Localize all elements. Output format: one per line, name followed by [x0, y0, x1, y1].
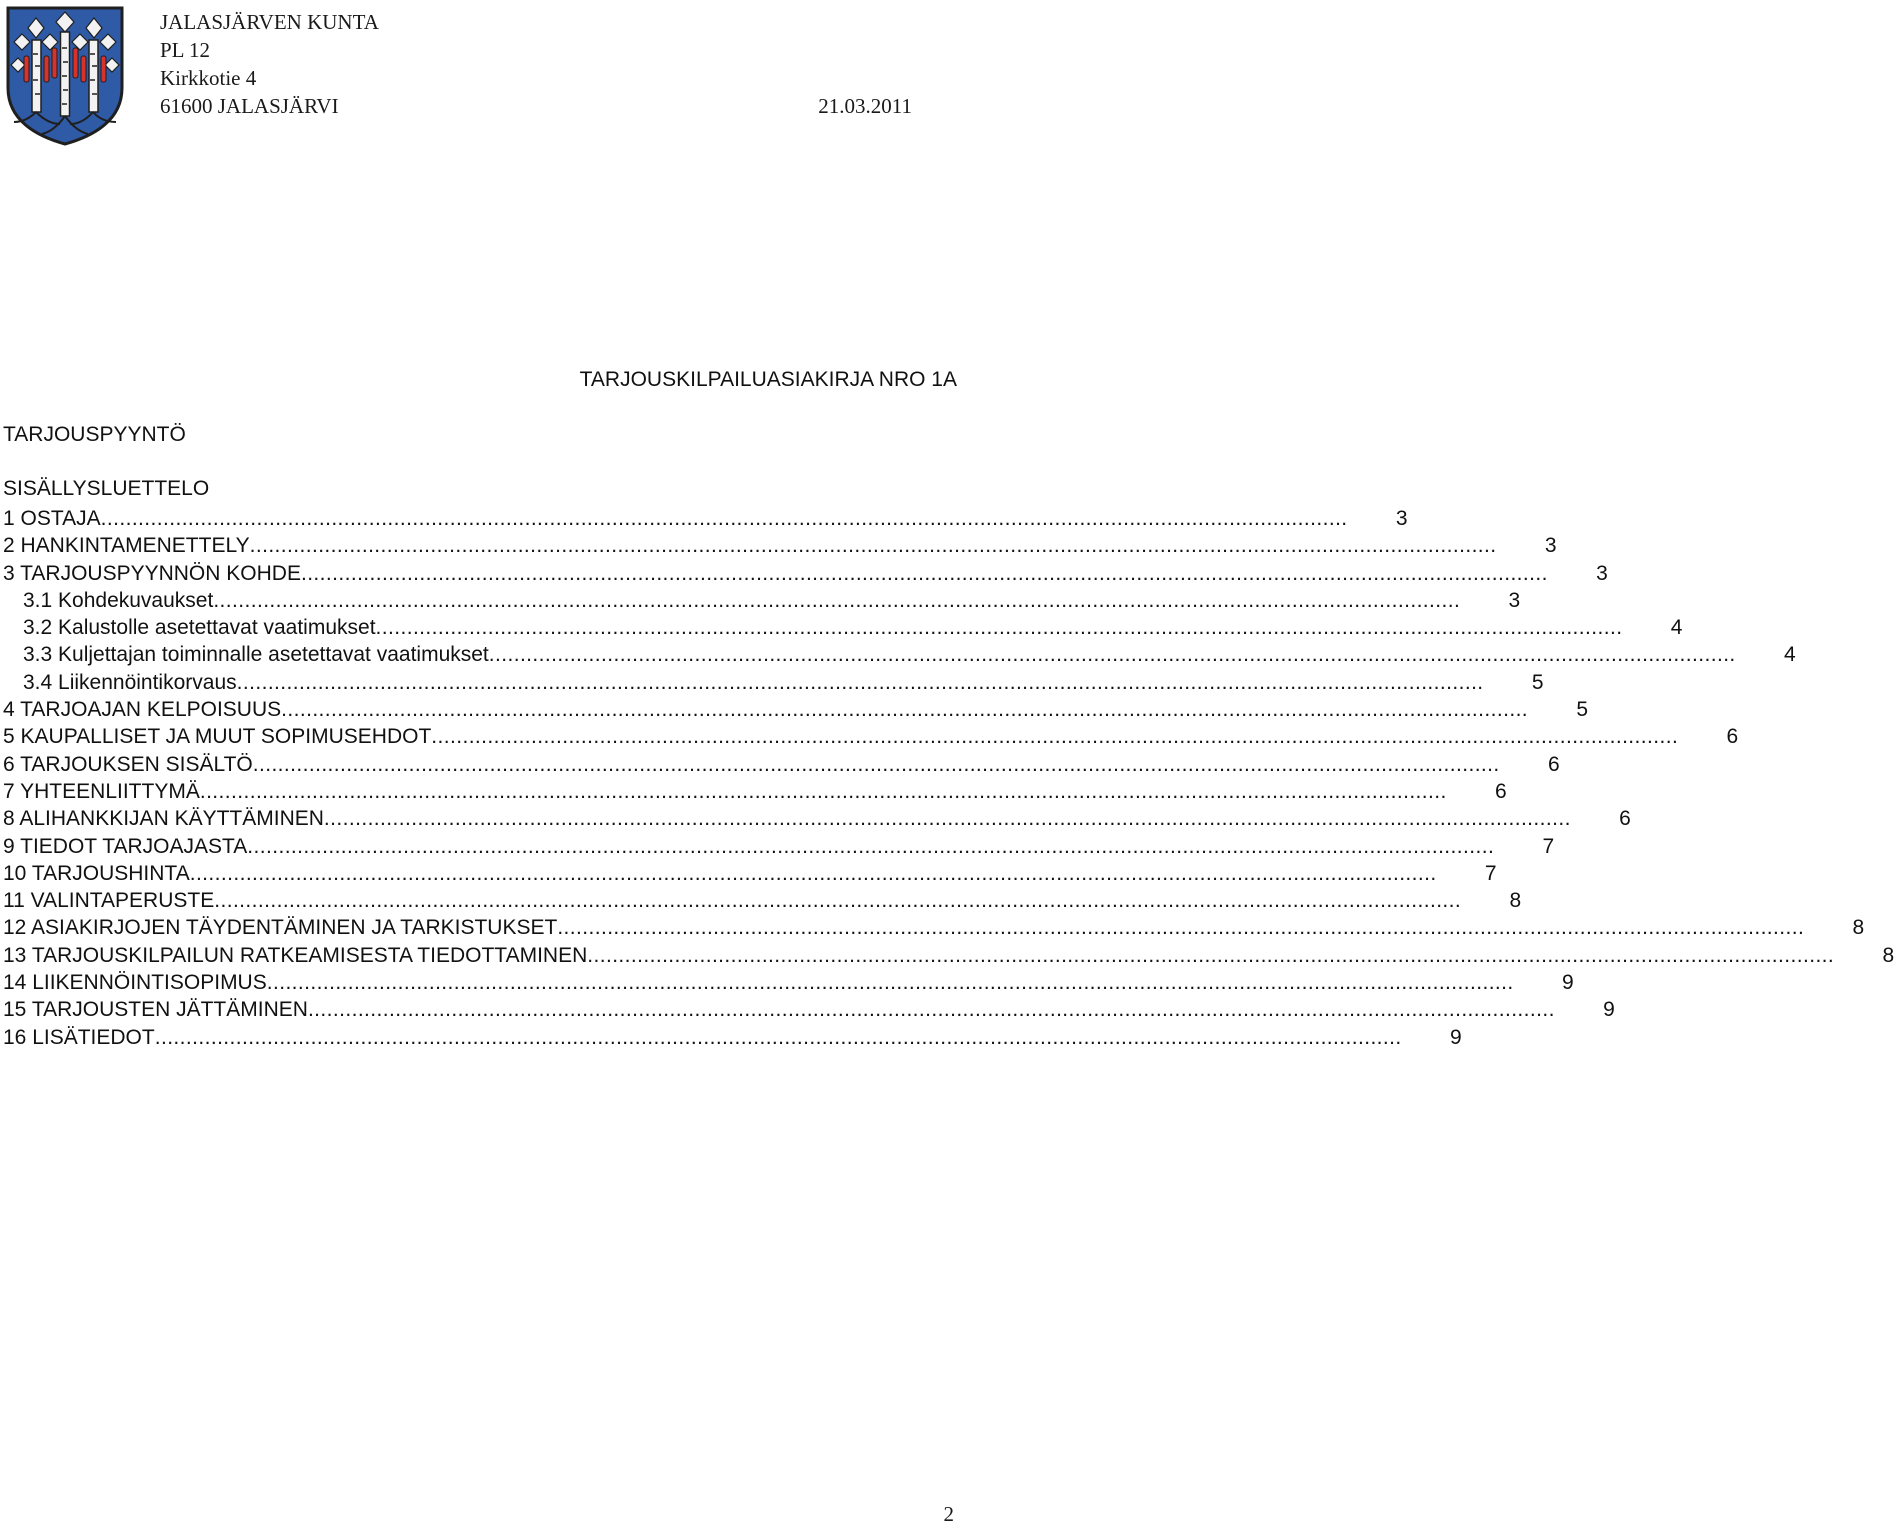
- toc-leader-dots: ........................................................................................................................................................................................................: [266, 971, 1514, 995]
- toc-entry[interactable]: [3, 505, 1408, 532]
- toc-page-number: 4: [1783, 643, 1796, 667]
- toc-entry[interactable]: [3, 641, 1796, 668]
- toc-entry[interactable]: [3, 614, 1683, 641]
- toc-entry[interactable]: [3, 560, 1608, 587]
- postal-address: 61600 JALASJÄRVI: [160, 94, 339, 118]
- toc-leader-dots: ........................................................................................................................................................................................................: [100, 507, 1348, 530]
- toc-entry[interactable]: [3, 532, 1557, 559]
- toc-entry-label: 16 LISÄTIEDOT: [3, 1025, 155, 1049]
- toc-entry[interactable]: [3, 587, 1521, 614]
- toc-entry-label: 6 TARJOUKSEN SISÄLTÖ: [3, 752, 253, 776]
- toc-title: SISÄLLYSLUETTELO: [3, 477, 210, 500]
- toc-page-number: 6: [1619, 807, 1631, 831]
- toc-entry[interactable]: [3, 696, 1589, 723]
- toc-entry-label: 12 ASIAKIRJOJEN TÄYDENTÄMINEN JA TARKISTUKSET: [3, 916, 558, 940]
- toc-leader-dots: ........................................................................................................................................................................................................: [249, 534, 1497, 558]
- toc-page-number: 3: [1544, 534, 1557, 558]
- toc-page-number: 9: [1603, 998, 1615, 1022]
- toc-leader-dots: ........................................................................................................................................................................................................: [557, 916, 1805, 940]
- toc-entry[interactable]: [3, 1024, 1462, 1051]
- toc-entry-label: 14 LIIKENNÖINTISOPIMUS: [3, 971, 267, 995]
- toc-entry-label: 5 KAUPALLISET JA MUUT SOPIMUSEHDOT: [3, 725, 432, 749]
- toc-entry-label: 3.4 Liikennöintikorvaus: [23, 670, 237, 694]
- organization-name: JALASJÄRVEN KUNTA: [160, 10, 379, 34]
- toc-entry-label: 3.3 Kuljettajan toiminnalle asetettavat vaatimukset: [23, 643, 489, 667]
- toc-entry[interactable]: [3, 669, 1544, 696]
- toc-leader-dots: ........................................................................................................................................................................................................: [247, 834, 1495, 858]
- toc-page-number: 6: [1547, 752, 1560, 776]
- toc-leader-dots: ........................................................................................................................................................................................................: [431, 725, 1679, 749]
- toc-entry-label: 3.1 Kohdekuvaukset: [23, 588, 214, 612]
- toc-leader-dots: ........................................................................................................................................................................................................: [154, 1025, 1402, 1049]
- toc-entry[interactable]: [3, 805, 1631, 832]
- toc-page-number: 3: [1508, 588, 1521, 612]
- toc-entry[interactable]: [3, 887, 1522, 914]
- toc-entry[interactable]: [3, 751, 1560, 778]
- toc-page-number: 5: [1531, 670, 1544, 694]
- toc-entry-label: 4 TARJOAJAN KELPOISUUS: [3, 698, 282, 722]
- toc-entry-label: 3.2 Kalustolle asetettavat vaatimukset: [23, 616, 376, 640]
- document-number: TARJOUSKILPAILUASIAKIRJA NRO 1A: [579, 368, 957, 391]
- toc-leader-dots: ........................................................................................................................................................................................................: [281, 698, 1529, 722]
- toc-page-number: 5: [1576, 698, 1589, 722]
- toc-leader-dots: ........................................................................................................................................................................................................: [236, 670, 1484, 694]
- toc-page-number: 6: [1495, 779, 1507, 803]
- toc-entry-label: 11 VALINTAPERUSTE: [3, 889, 215, 913]
- toc-entry-label: 10 TARJOUSHINTA: [3, 861, 190, 885]
- toc-entry-label: 3 TARJOUSPYYNNÖN KOHDE: [3, 561, 301, 585]
- coat-of-arms-icon: [4, 4, 126, 146]
- toc-leader-dots: ........................................................................................................................................................................................................: [213, 588, 1461, 612]
- toc-entry-label: 15 TARJOUSTEN JÄTTÄMINEN: [3, 998, 308, 1022]
- toc-entry[interactable]: [3, 942, 1894, 969]
- document-type: TARJOUSPYYNTÖ: [3, 423, 186, 446]
- street-address: Kirkkotie 4: [160, 66, 257, 90]
- toc-entry-label: 9 TIEDOT TARJOAJASTA: [3, 834, 248, 858]
- toc-page-number: 8: [1882, 943, 1894, 967]
- toc-leader-dots: ........................................................................................................................................................................................................: [252, 752, 1500, 776]
- toc-leader-dots: ........................................................................................................................................................................................................: [307, 998, 1555, 1022]
- toc-leader-dots: ........................................................................................................................................................................................................: [189, 861, 1437, 885]
- toc-page-number: 8: [1509, 889, 1522, 913]
- toc-leader-dots: ........................................................................................................................................................................................................: [199, 779, 1447, 803]
- toc-entry[interactable]: [3, 723, 1739, 750]
- toc-entry[interactable]: [3, 969, 1574, 996]
- toc-page-number: 9: [1449, 1025, 1462, 1049]
- toc-page-number: 3: [1596, 561, 1608, 585]
- page-number: 2: [943, 1502, 954, 1526]
- toc-page-number: 4: [1670, 616, 1683, 640]
- toc-entry-label: 2 HANKINTAMENETTELY: [3, 534, 250, 558]
- toc-page-number: 3: [1395, 507, 1408, 530]
- toc-leader-dots: ........................................................................................................................................................................................................: [214, 889, 1462, 913]
- po-box: PL 12: [160, 38, 210, 62]
- toc-entry[interactable]: [3, 996, 1615, 1023]
- toc-page-number: 7: [1542, 834, 1555, 858]
- toc-leader-dots: ........................................................................................................................................................................................................: [323, 807, 1571, 831]
- toc-page-number: 6: [1726, 725, 1739, 749]
- toc-entry-label: 1 OSTAJA: [3, 507, 101, 530]
- toc-entry[interactable]: [3, 860, 1497, 887]
- toc-page-number: 8: [1852, 916, 1865, 940]
- toc-leader-dots: ........................................................................................................................................................................................................: [300, 561, 1548, 585]
- document-date: 21.03.2011: [818, 94, 912, 118]
- letterhead: [160, 8, 920, 120]
- toc-entry-label: 8 ALIHANKKIJAN KÄYTTÄMINEN: [3, 807, 324, 831]
- toc-entry[interactable]: [3, 833, 1555, 860]
- toc-entry[interactable]: [3, 778, 1507, 805]
- toc-leader-dots: ........................................................................................................................................................................................................: [587, 943, 1835, 967]
- toc-entry-label: 13 TARJOUSKILPAILUN RATKEAMISESTA TIEDOTTAMINEN: [3, 943, 588, 967]
- toc-page-number: 7: [1484, 861, 1497, 885]
- toc-entry[interactable]: [3, 914, 1865, 941]
- toc-leader-dots: ........................................................................................................................................................................................................: [375, 616, 1623, 640]
- toc-leader-dots: ........................................................................................................................................................................................................: [488, 643, 1736, 667]
- table-of-contents: [3, 505, 1894, 1051]
- toc-entry-label: 7 YHTEENLIITTYMÄ: [3, 779, 200, 803]
- toc-page-number: 9: [1561, 971, 1574, 995]
